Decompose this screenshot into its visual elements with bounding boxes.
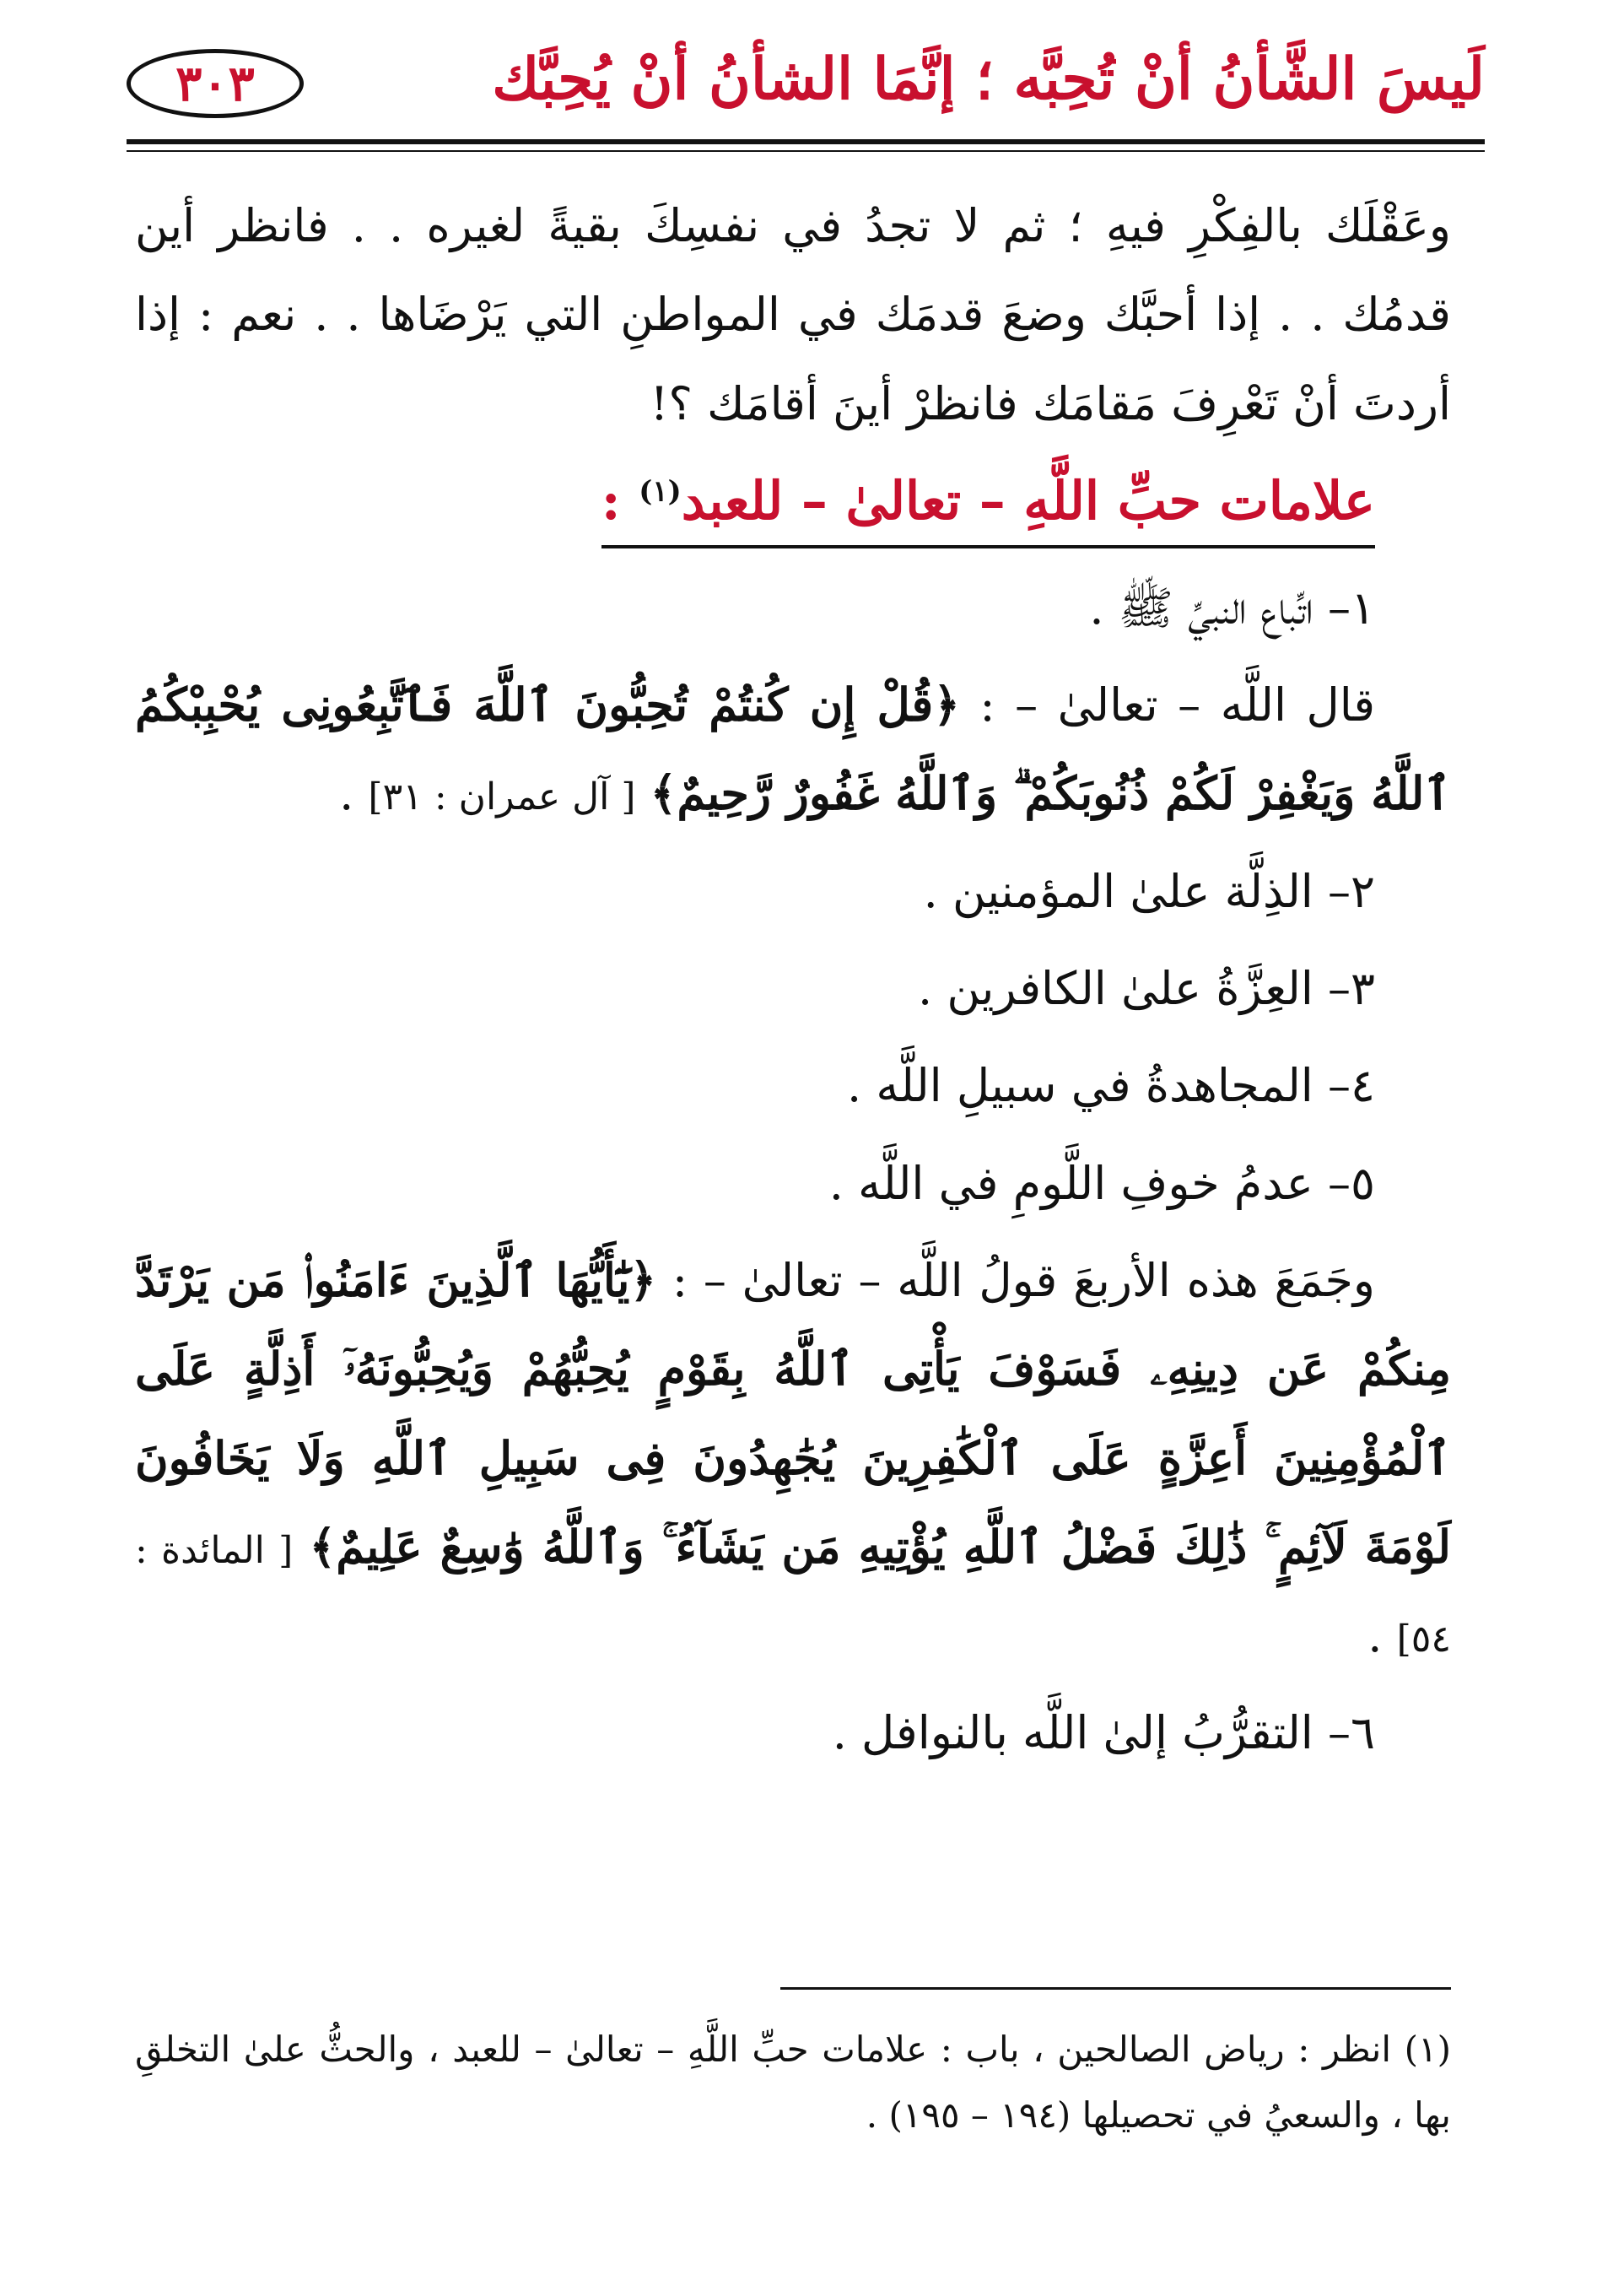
page-body <box>135 181 1451 1786</box>
footnote-rule <box>780 1987 1451 1990</box>
section-heading <box>601 462 1375 548</box>
list-item-5: ٥– عدمُ خوفِ اللَّومِ في اللَّه . <box>828 1156 1375 1210</box>
ayah-text: يَٰٓأَيُّهَا ٱلَّذِينَ ءَامَنُوا۟ مَن يَرْتَدَّ مِنكُمْ عَن دِينِهِۦ فَسَوْفَ يَأْتِى ٱللَّهُ بِقَوْمٍ يُحِبُّهُمْ وَيُحِبُّونَهُۥٓ أَذِلَّةٍ عَلَى ٱلْمُؤْمِنِينَ أَعِزَّةٍ عَلَى ٱلْكَٰفِرِينَ يُجَٰهِدُونَ فِى سَبِيلِ ٱللَّهِ وَلَا يَخَافُونَ لَوْمَةَ لَآئِمٍ ۚ ذَٰلِكَ فَضْلُ ٱللَّهِ يُؤْتِيهِ مَن يَشَآءُ ۚ وَٱللَّهُ وَٰسِعٌ عَلِيمٌ <box>135 1252 1451 1574</box>
section-heading-text: علامات حبِّ اللَّهِ – تعالىٰ – للعبد <box>681 469 1375 532</box>
footnote <box>135 2017 1451 2147</box>
intro-paragraph: وعَقْلَك بالفِكْرِ فيهِ ؛ ثم لا تجدُ في نفسِكَ بقيةً لغيره . . فانظر أين قدمُك . . إذا أحبَّك وضعَ قدمَك في المواطنِ التي يَرْضَاها . . نعم : إذا أردتَ أنْ تَعْرِفَ مَقامَك فانظرْ أينَ أقامَك ؟! <box>135 199 1451 430</box>
footnote-text: (١) انظر : رياض الصالحين ، باب : علامات حبِّ اللَّهِ – تعالىٰ – للعبد ، والحثُّ علىٰ التخلقِ بها ، والسعيُ في تحصيلها (١٩٤ – ١٩٥) . <box>135 2029 1451 2136</box>
section-heading-colon: : <box>601 469 639 532</box>
list-item-1: ١– اتِّباع النبيِّ ﷺ . <box>1089 581 1375 635</box>
ayah-citation: [ آل عمران : ٣١] <box>368 775 636 819</box>
footnote-marker: (١) <box>639 474 682 509</box>
header-rule-thin <box>127 150 1485 152</box>
ayah-citation: [ المائدة : ٥٤] <box>135 1528 1451 1661</box>
quote-end: . <box>339 767 369 821</box>
header-rule-thick <box>127 139 1485 144</box>
page-header <box>127 34 1485 135</box>
list-item-6: ٦– التقرُّبُ إلىٰ اللَّه بالنوافل . <box>832 1706 1375 1760</box>
running-title: لَيسَ الشَّأنُ أنْ تُحِبَّه ؛ إنَّمَا الشأنُ أنْ يُحِبَّك <box>492 46 1485 113</box>
quote-lead: وجَمَعَ هذه الأربعَ قولُ اللَّه – تعالىٰ – : <box>656 1253 1375 1307</box>
list-item-3: ٣– العِزَّةُ علىٰ الكافرين . <box>917 962 1375 1016</box>
list-item-4: ٤– المجاهدةُ في سبيلِ اللَّه . <box>847 1059 1375 1113</box>
list-item-2: ٢– الذِلَّة علىٰ المؤمنين . <box>923 864 1375 918</box>
ayah-text: قُلْ إِن كُنتُمْ تُحِبُّونَ ٱللَّهَ فَٱتَّبِعُونِى يُحْبِبْكُمُ ٱللَّهُ وَيَغْفِرْ لَكُمْ ذُنُوبَكُمْ ۗ وَٱللَّهُ غَفُورٌ رَّحِيمٌ <box>135 678 1451 821</box>
quote-end: . <box>1367 1609 1397 1663</box>
ayah-open-bracket: ﴿ <box>933 678 960 732</box>
quran-quote-2 <box>135 1236 1451 1680</box>
quote-lead: قال اللَّه – تعالىٰ – : <box>959 678 1376 732</box>
ayah-open-bracket: ﴿ <box>629 1252 656 1307</box>
ayah-close-bracket: ﴾ <box>309 1519 337 1574</box>
ayah-close-bracket: ﴾ <box>650 766 677 821</box>
quran-quote-1 <box>135 661 1451 839</box>
page-number: ٣٠٣ <box>127 49 304 118</box>
